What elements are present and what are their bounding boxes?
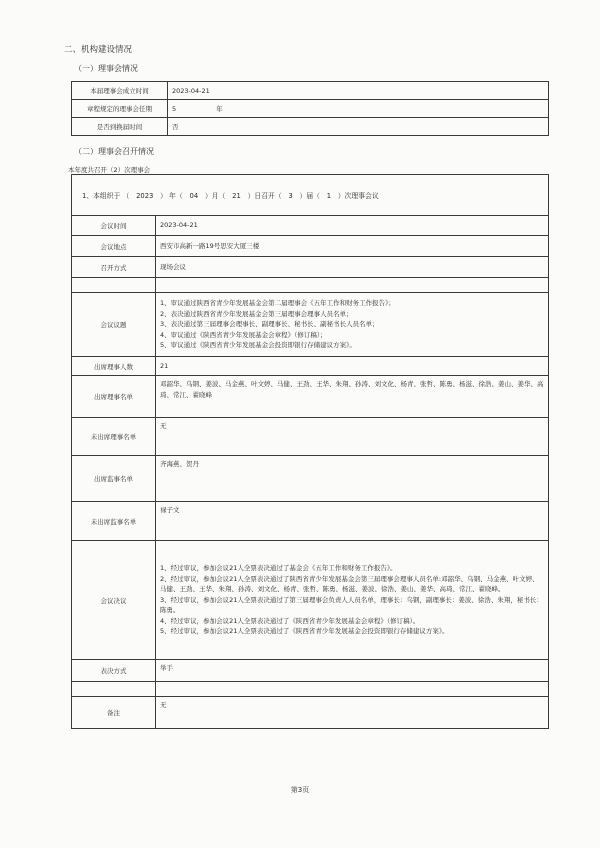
- list-item: 4、经过审议，参加会议21人全票表决通过了《陕西省青少年发展基金会章程》（修订稿）。: [160, 616, 420, 625]
- resolution-label: 会议决议: [72, 541, 156, 660]
- table-row: [72, 175, 549, 216]
- meeting-line-prefix: 1、本组织于: [82, 192, 121, 200]
- meeting-line-rest: 年（ 04 ）月（ 21 ）日召开（ 3 ）届（ 1 ）次理事会议: [169, 192, 379, 200]
- list-item: 1、审议通过陕西省青少年发展基金会第二届理事会《五年工作和财务工作报告》；: [160, 299, 395, 308]
- list-item: 3、经过审议，参加会议21人全票表决通过了第三届理事会负责人人员名单，理事长：乌钢，副理事长：姜波、徐浩、朱翔，秘书长：陈勇。: [160, 595, 543, 615]
- resolution-list: [156, 541, 549, 660]
- attend-count-label: 出席理事人数: [72, 357, 156, 376]
- established-label: 本届理事会成立时间: [72, 82, 168, 100]
- table-row: [72, 236, 549, 257]
- attend-names-label: 出席理事名单: [72, 376, 156, 418]
- absent-names-value: 无: [156, 418, 549, 456]
- meeting-line: [72, 175, 549, 216]
- list-item: 1、经过审议，参加会议21人全票表决通过了基金会《五年工作和财务工作报告》。: [160, 564, 397, 573]
- meeting-table: [71, 174, 549, 729]
- table-row: [72, 660, 549, 682]
- established-value: 2023-04-21: [168, 82, 549, 100]
- table-row: [72, 293, 549, 357]
- remark-label: 备注: [72, 697, 156, 729]
- list-item: 2、经过审议，参加会议21人全票表决通过了陕西省青少年发展基金会第三届理事会理事人员名单:邓韶华、乌钢、马金燕、叶文婷、马健、王劲、王华、朱翔、孙涛、刘文化、杨青、张哲、陈勇、杨滋、姜波、徐浩、姜山、姜华、高琦、常江、翟晓峰。: [160, 574, 539, 594]
- part2-title: （二）理事会召开情况: [74, 147, 154, 156]
- page-number: 第3页: [290, 786, 310, 794]
- table-row: [72, 682, 549, 697]
- section-title: 二、机构建设情况: [64, 45, 133, 55]
- supervisor-value: 齐海燕、贺丹: [156, 456, 549, 502]
- table-row: [72, 502, 549, 541]
- mode-value: 现场会议: [156, 257, 549, 278]
- list-item: 5、审议通过《陕西省青少年发展基金会投资即银行存储建议方案》。: [160, 341, 356, 350]
- topics-label: 会议议题: [72, 293, 156, 357]
- list-item: 4、审议通过《陕西省青少年发展基金会章程》（修订稿）；: [160, 330, 327, 339]
- supervisor-label: 出席监事名单: [72, 456, 156, 502]
- time-label: 会议时间: [72, 216, 156, 236]
- term-value: 5: [172, 105, 177, 113]
- table-row: [72, 118, 549, 136]
- empty-cell: [72, 682, 156, 697]
- table-row: [72, 418, 549, 456]
- table-row: [72, 541, 549, 660]
- table-row: [72, 82, 549, 100]
- vote-label: 表决方式: [72, 660, 156, 682]
- expired-label: 是否到换届时间: [72, 118, 168, 136]
- time-value: 2023-04-21: [156, 216, 549, 236]
- year-note: 本年度共召开（2）次理事会: [68, 166, 151, 174]
- table-row: [72, 697, 549, 729]
- meeting-line-year: （ 2023 ）: [122, 192, 167, 200]
- table-row: [72, 216, 549, 236]
- absent-names-label: 未出席理事名单: [72, 418, 156, 456]
- expired-value: 否: [168, 118, 549, 136]
- table-row: [72, 376, 549, 418]
- attend-count-value: 21: [156, 357, 549, 376]
- topics-list: [156, 293, 549, 357]
- place-label: 会议地点: [72, 236, 156, 257]
- remark-value: 无: [156, 697, 549, 729]
- empty-cell: [156, 682, 549, 697]
- absent-supervisor-label: 未出席监事名单: [72, 502, 156, 541]
- term-label: 章程规定的理事会任期: [72, 100, 168, 118]
- absent-supervisor-value: 禄子文: [156, 502, 549, 541]
- mode-label: 召开方式: [72, 257, 156, 278]
- attend-names-value: 邓韶华、乌钢、姜波、马金燕、叶文婷、马健、王劲、王华、朱翔、孙涛、刘文化、杨青、张哲、陈勇、杨滋、徐浩、姜山、姜华、高琦、常江、翟晓峰: [156, 376, 549, 418]
- empty-cell: [156, 278, 549, 293]
- part1-title: （一）理事会情况: [74, 64, 138, 73]
- table-row: [72, 257, 549, 278]
- table-row: [72, 100, 549, 118]
- vote-value: 举手: [156, 660, 549, 682]
- term-unit: 年: [216, 105, 223, 113]
- term-cell: [168, 100, 549, 118]
- list-item: 3、表决通过第三届理事会理事长、副理事长、秘书长、副秘书长人员名单；: [160, 320, 379, 329]
- place-value: 西安市高新一路19号思安大厦三楼: [156, 236, 549, 257]
- table-row: [72, 357, 549, 376]
- empty-cell: [72, 278, 156, 293]
- list-item: 2、表决通过陕西省青少年发展基金会第三届理事会理事人员名单；: [160, 309, 353, 318]
- list-item: 5、经过审议，参加会议21人全票表决通过了《陕西省青少年发展基金会投资即银行存储建议方案》。: [160, 627, 449, 636]
- table-row: [72, 278, 549, 293]
- board-info-table: [71, 81, 549, 136]
- table-row: [72, 456, 549, 502]
